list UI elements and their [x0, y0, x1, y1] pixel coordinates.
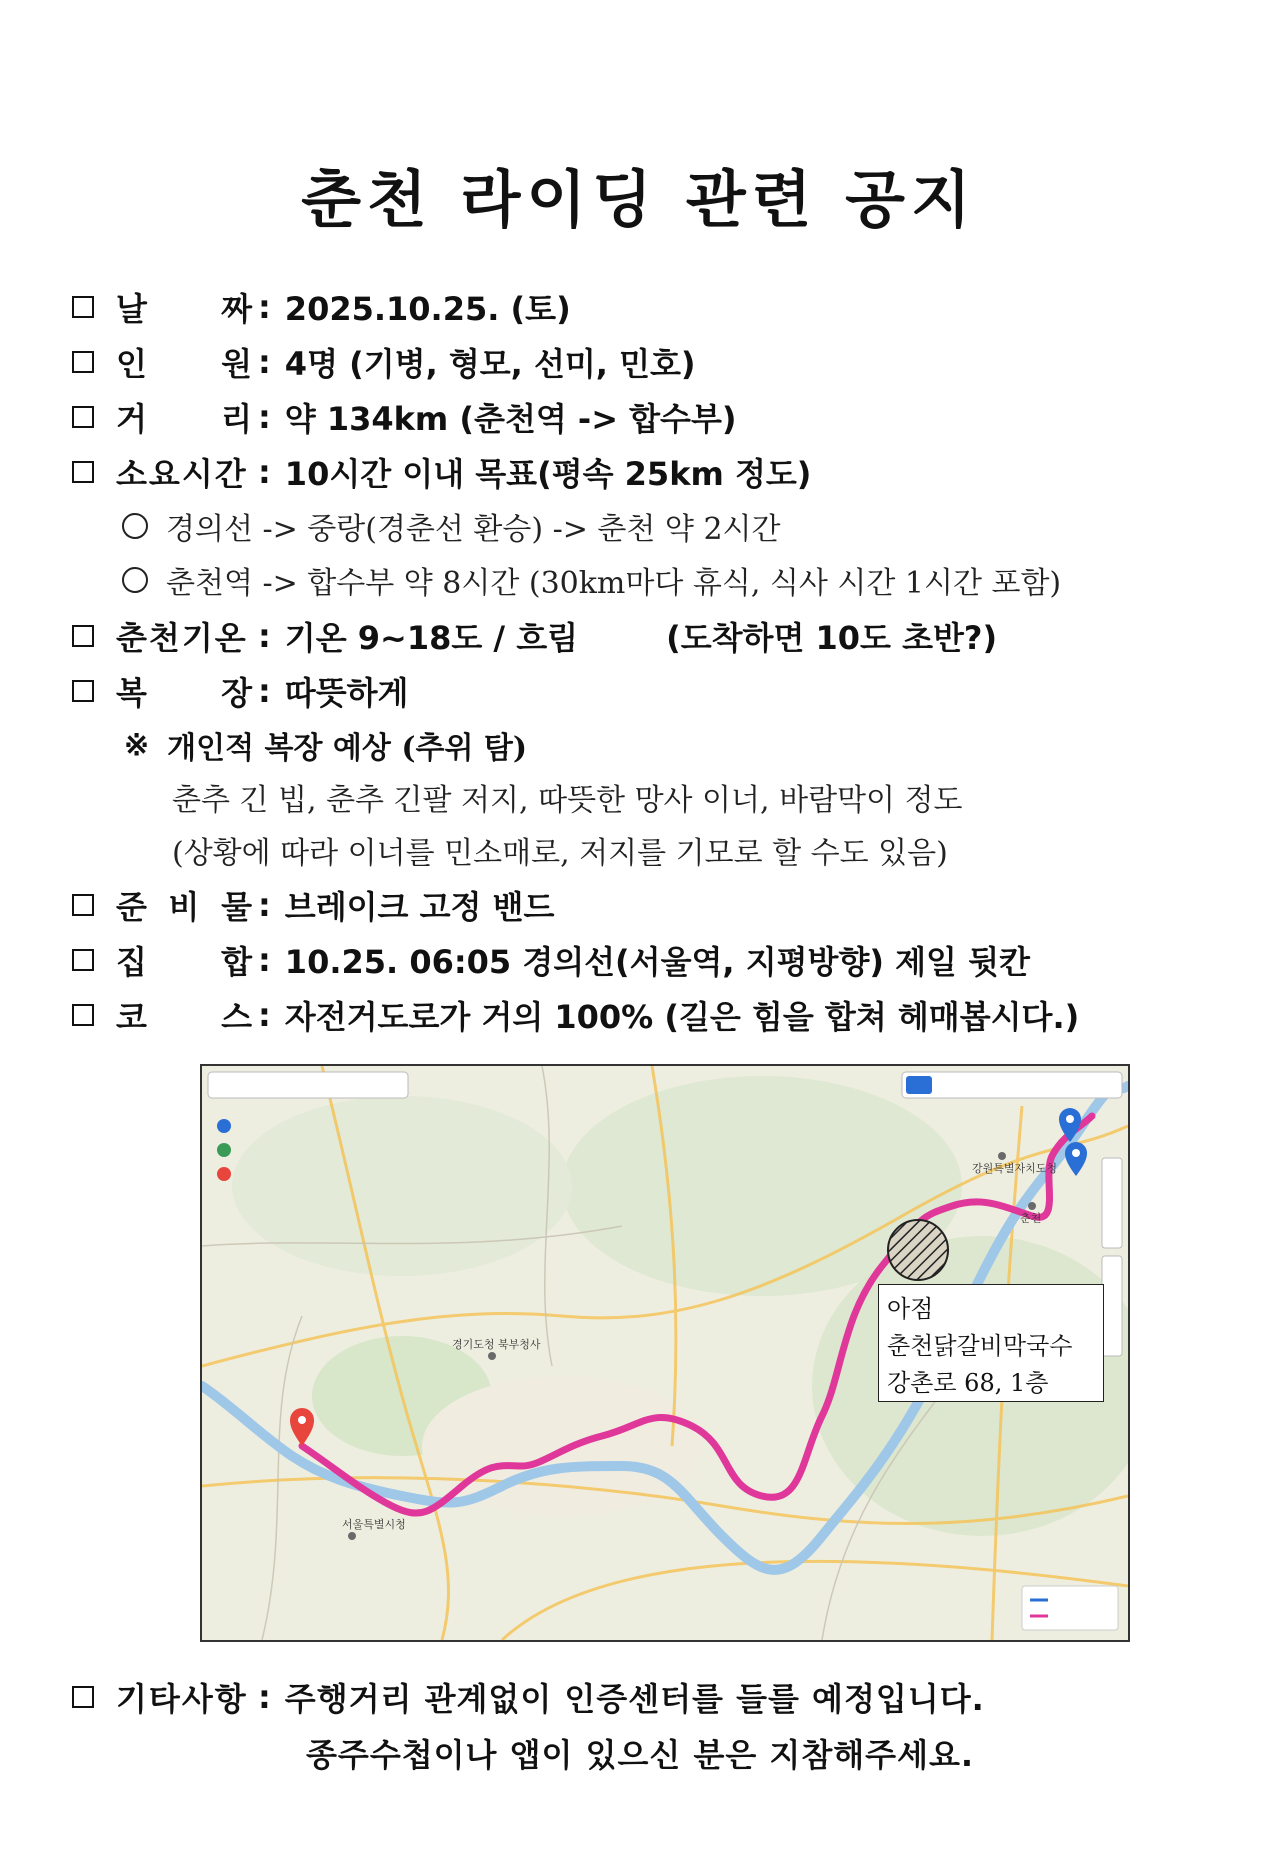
item-value: 4명 (기병, 형모, 선미, 민호) [284, 345, 696, 383]
city-dot [488, 1352, 496, 1360]
meal-stop-callout [878, 1284, 1104, 1402]
meal-stop-highlight [888, 1220, 948, 1280]
map-label-seoul: 서울특별시청 [342, 1518, 406, 1531]
item-label: 기타사항 [116, 1680, 248, 1718]
item-duration: 소요시간 : 10시간 이내 목표(평속 25km 정도) [72, 447, 811, 497]
item-label: 소요시간 [116, 455, 248, 493]
checkbox-icon [72, 1004, 94, 1026]
item-label: 준 비 물 [116, 888, 254, 926]
callout-line: 강촌로 68, 1층 [887, 1369, 1049, 1397]
item-preparation: 준 비 물 : 브레이크 고정 밴드 [72, 880, 554, 930]
checkbox-icon [72, 351, 94, 373]
item-label: 날 짜 [116, 290, 254, 328]
map-toolbar [902, 1072, 1122, 1098]
item-course: 코 스 : 자전거도로가 거의 100% (길은 힘을 합쳐 헤매봅시다.) [72, 990, 1079, 1040]
callout-line: 춘천닭갈비막국수 [887, 1332, 1073, 1360]
item-label: 집 합 [116, 943, 254, 981]
map-label-gyeonggi: 경기도청 북부청사 [452, 1338, 541, 1351]
map-zoom-control [1102, 1158, 1122, 1248]
city-dot [1028, 1202, 1036, 1210]
checkbox-icon [72, 406, 94, 428]
item-etc-line-2: 종주수첩이나 앱이 있으신 분은 지참해주세요. [306, 1736, 975, 1774]
map-tool-icon [217, 1143, 231, 1157]
circle-bullet-icon [122, 513, 148, 539]
item-value: 자전거도로가 거의 100% (길은 힘을 합쳐 헤매봅시다.) [284, 998, 1080, 1036]
item-label: 춘천기온 [116, 619, 248, 657]
checkbox-icon [72, 1686, 94, 1708]
item-value: 10.25. 06:05 경의선(서울역, 지평방향) 제일 뒷칸 [284, 943, 1030, 981]
checkbox-icon [72, 625, 94, 647]
clothing-note-head: ※ 개인적 복장 예상 (추위 탐) [124, 727, 528, 766]
clothing-note-line-1: 춘추 긴 빕, 춘추 긴팔 저지, 따뜻한 망사 이너, 바람막이 정도 [172, 783, 963, 818]
page-title: 춘천 라이딩 관련 공지 [301, 163, 977, 236]
item-value: 10시간 이내 목표(평속 25km 정도) [284, 455, 812, 493]
map-tool-icon [217, 1119, 231, 1133]
map-label-gangwon: 강원특별자치도청 [972, 1162, 1058, 1175]
item-label: 인 원 [116, 345, 254, 383]
city-dot [348, 1532, 356, 1540]
forest-area [232, 1096, 572, 1276]
urban-area [422, 1376, 702, 1516]
city-dot [998, 1152, 1006, 1160]
item-clothing: 복 장 : 따뜻하게 [72, 666, 408, 716]
item-value: 약 134km (춘천역 -> 합수부) [284, 400, 737, 438]
checkbox-icon [72, 894, 94, 916]
item-value: 2025.10.25. (토) [284, 290, 571, 328]
checkbox-icon [72, 949, 94, 971]
item-value: 브레이크 고정 밴드 [284, 888, 555, 926]
map-tool-icon [217, 1167, 231, 1181]
item-label: 복 장 [116, 674, 254, 712]
item-meeting: 집 합 : 10.25. 06:05 경의선(서울역, 지평방향) 제일 뒷칸 [72, 935, 1030, 985]
item-extra: (도착하면 10도 초반?) [666, 619, 998, 657]
callout-line: 아점 [887, 1295, 934, 1323]
item-distance: 거 리 : 약 134km (춘천역 -> 합수부) [72, 392, 737, 442]
map-label-chuncheon: 춘천 [1020, 1212, 1042, 1225]
item-etc: 기타사항 : 주행거리 관계없이 인증센터를 들를 예정입니다. [72, 1672, 985, 1722]
map-legend [1022, 1586, 1118, 1630]
circle-bullet-icon [122, 567, 148, 593]
item-date: 날 짜 : 2025.10.25. (토) [72, 282, 571, 332]
clothing-note-line-2: (상황에 따라 이너를 민소매로, 저지를 기모로 할 수도 있음) [172, 836, 948, 871]
duration-sub-1: 경의선 -> 중랑(경춘선 환승) -> 춘천 약 2시간 [122, 502, 781, 550]
item-label: 코 스 [116, 998, 254, 1036]
checkbox-icon [72, 296, 94, 318]
map-mode-button [906, 1076, 932, 1094]
item-members: 인 원 : 4명 (기병, 형모, 선미, 민호) [72, 337, 696, 387]
item-value: 주행거리 관계없이 인증센터를 들를 예정입니다. [284, 1680, 985, 1718]
map-layer-control [1102, 1256, 1122, 1356]
checkbox-icon [72, 680, 94, 702]
item-value: 기온 9~18도 / 흐림 [284, 619, 579, 657]
map-search-bar [208, 1072, 408, 1098]
checkbox-icon [72, 461, 94, 483]
reference-mark-icon: ※ [124, 727, 150, 763]
item-value: 따뜻하게 [284, 674, 409, 712]
item-temperature: 춘천기온 : 기온 9~18도 / 흐림 (도착하면 10도 초반?) [72, 611, 997, 661]
item-label: 거 리 [116, 400, 254, 438]
duration-sub-2: 춘천역 -> 합수부 약 8시간 (30km마다 휴식, 식사 시간 1시간 포함) [122, 556, 1061, 604]
